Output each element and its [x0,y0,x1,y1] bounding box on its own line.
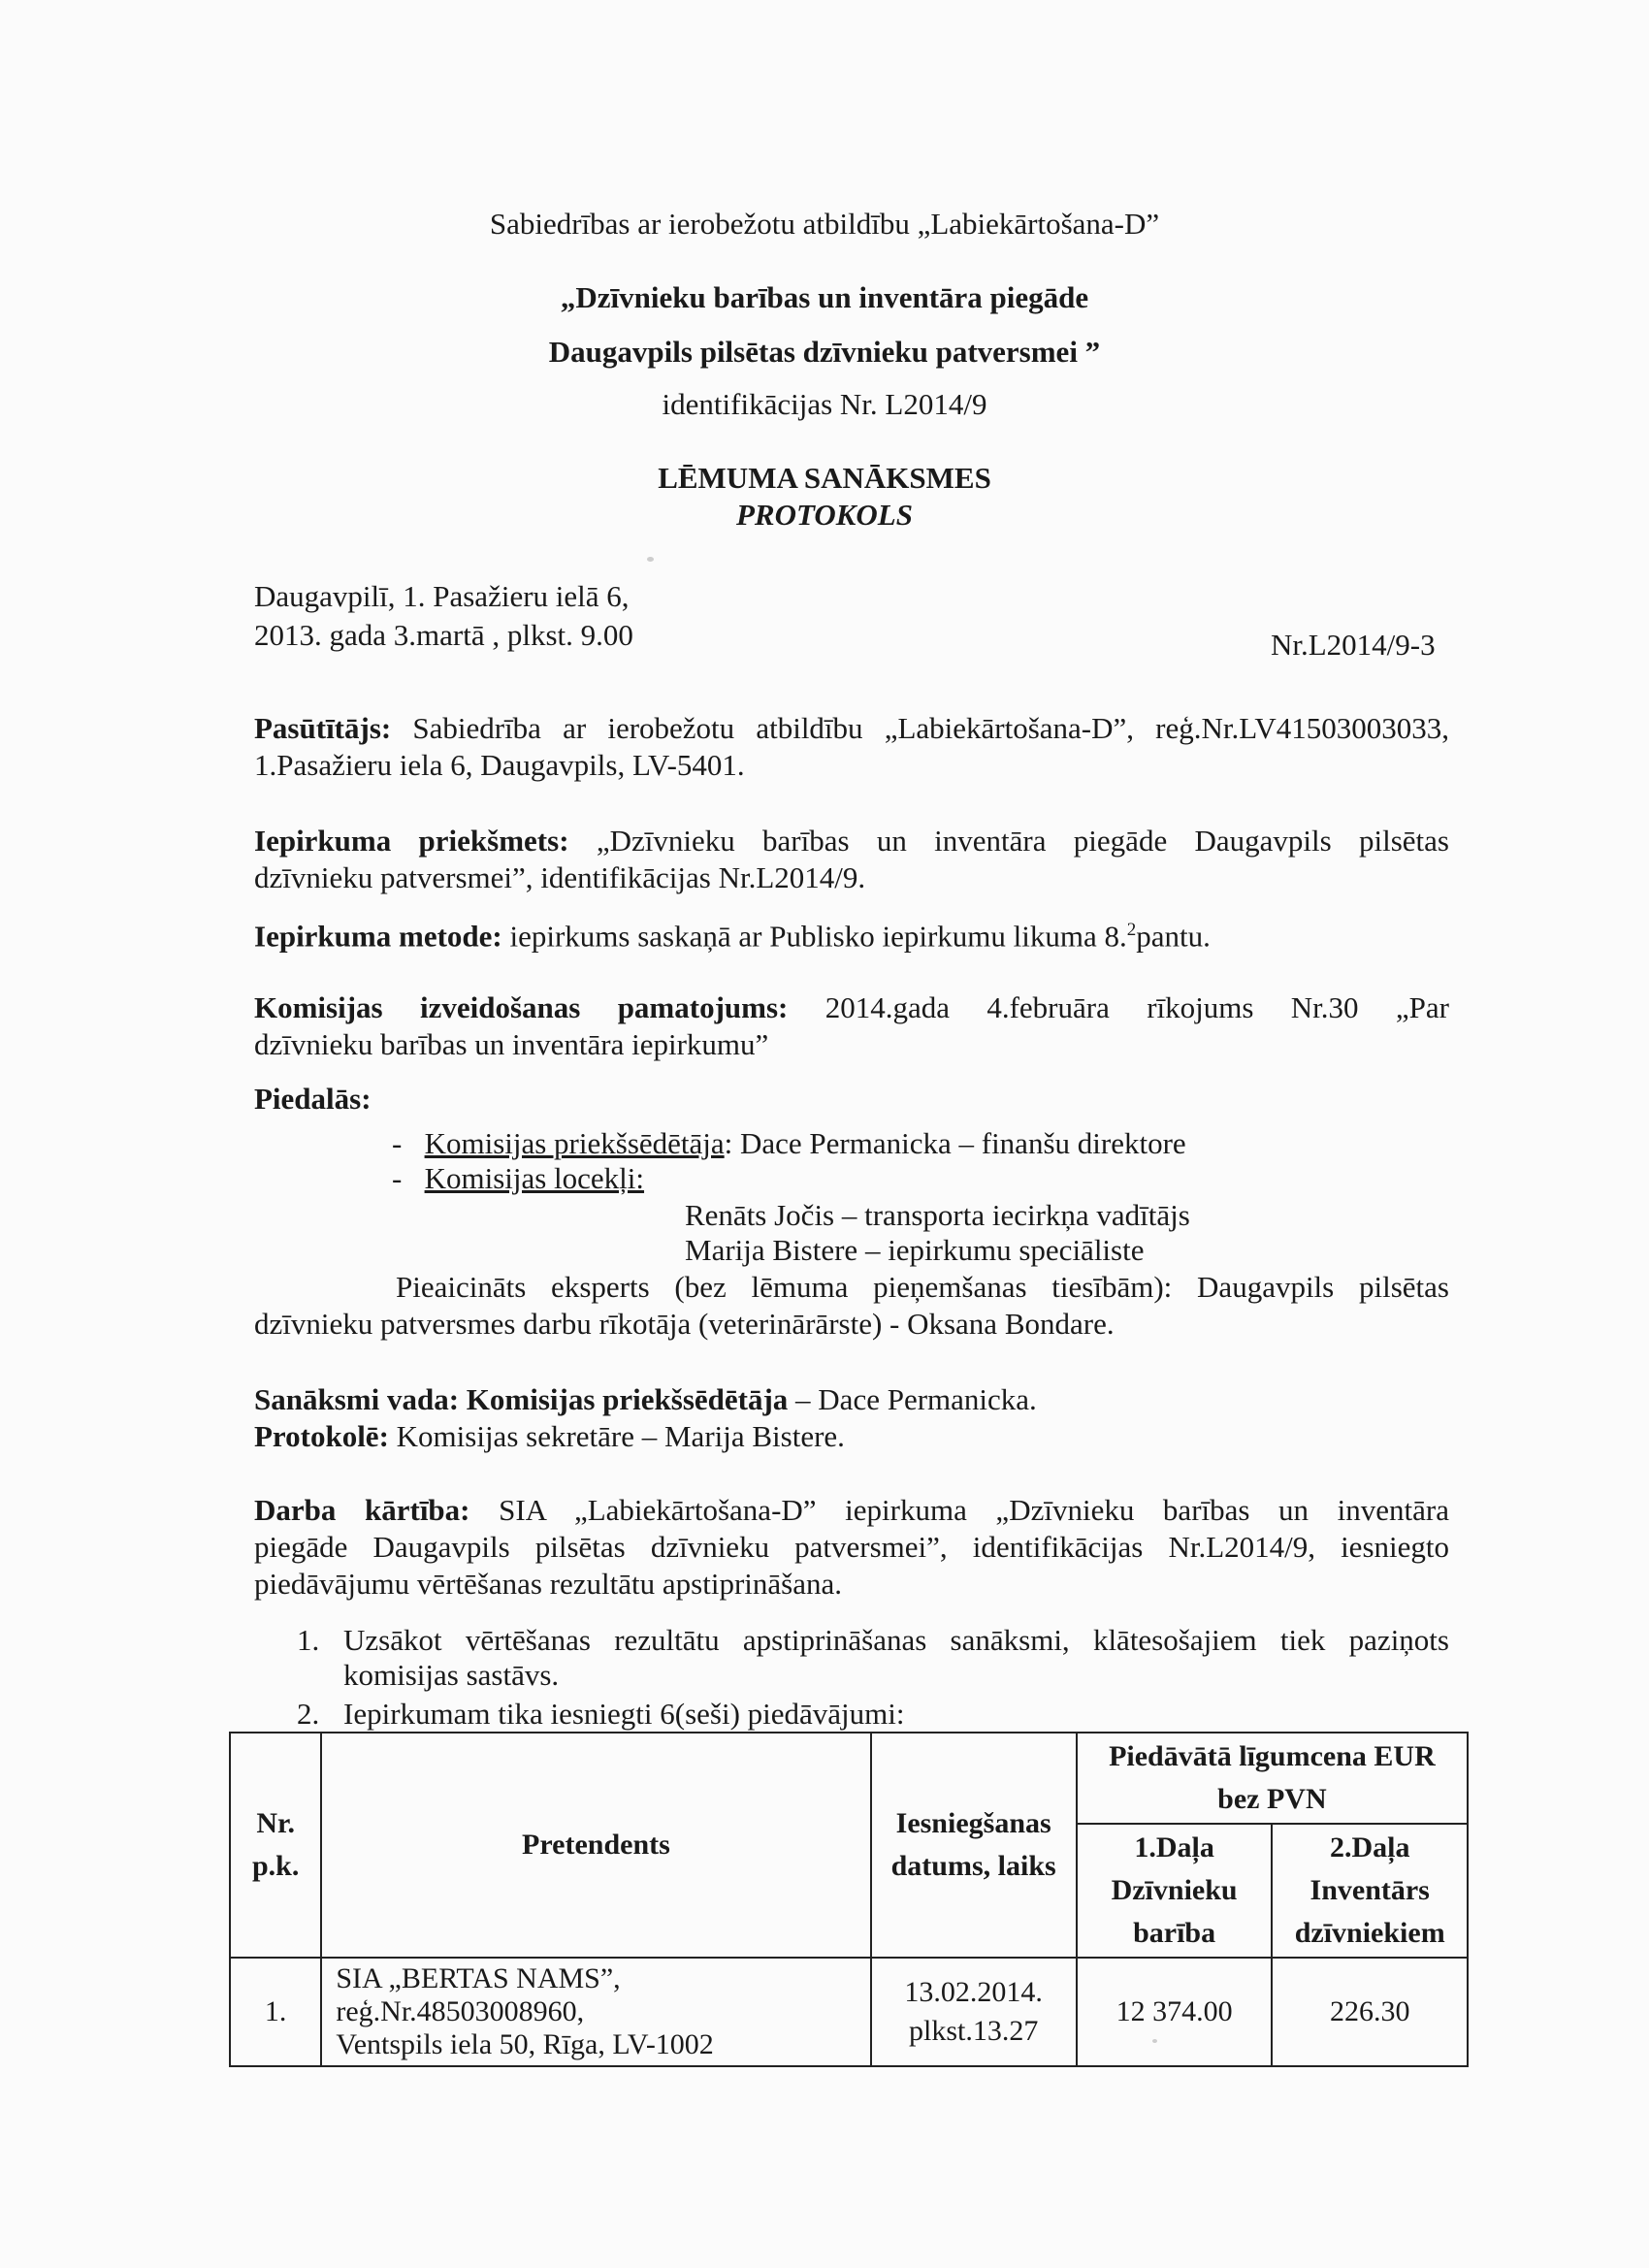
chair-dash: - [392,1126,425,1160]
procurement-title-line1: „Dzīvnieku barības un inventāra piegāde [560,280,1089,314]
client-label: Pasūtītājs: [254,711,392,745]
client-address: 1.Pasažieru iela 6, Daugavpils, LV-5401. [254,748,745,782]
cell-part2: 226.30 [1272,1958,1468,2066]
scan-smudge [647,557,654,562]
protocol-keeper-label: Protokolē: [254,1419,389,1453]
subject-line2: dzīvnieku patversmei”, identifikācijas Nr.L2014/9. [254,860,866,894]
item-number: 2. [297,1697,320,1731]
identification-line: identifikācijas Nr. L2014/9 [662,387,987,421]
basis-line2: dzīvnieku barības un inventāra iepirkumu” [254,1027,769,1061]
place-line: Daugavpilī, 1. Pasažieru ielā 6, [254,579,630,613]
basis-label: Komisijas izveidošanas pamatojums: [254,990,789,1024]
table-row [230,1958,1468,2066]
cell-date [871,1958,1077,2066]
agenda-text: SIA „Labiekārtošana-D” iepirkuma „Dzīvnieku barības un inventāra [469,1493,1449,1527]
protocol-number: Nr.L2014/9-3 [1271,628,1436,662]
header-pretendents: Pretendents [321,1733,870,1958]
chair-name: : Dace Permanicka – finanšu direktore [724,1126,1186,1160]
members-role: Komisijas locekļi: [424,1161,645,1195]
header-date: Iesniegšanas datums, laiks [871,1733,1077,1958]
agenda-line2: piegāde Daugavpils pilsētas dzīvnieku patversmei”, identifikācijas Nr.L2014/9, iesniegto [254,1530,1449,1564]
protocol-keeper-line [254,1418,845,1455]
chair-role: Komisijas priekšsēdētāja [424,1126,725,1160]
basis-line1 [254,989,1449,1026]
members-dash: - [392,1161,425,1195]
submission-date: 13.02.2014. [904,1976,1043,2008]
submission-time: plkst.13.27 [908,2015,1039,2047]
subject-paragraph [254,823,1449,896]
chair-line [392,1125,1186,1162]
agenda-label: Darba kārtība: [254,1493,470,1527]
method-text: iepirkums saskaņā ar Publisko iepirkumu likuma 8. [501,919,1127,954]
lead-label: Sanāksmi vada: Komisijas priekšsēdētāja [254,1382,789,1416]
cell-nr: 1. [230,1958,321,2066]
header-price: Piedāvātā līgumcena EUR bez PVN [1077,1733,1468,1824]
header-nr: Nr. p.k. [230,1733,321,1958]
org-line: Sabiedrības ar ierobežotu atbildību „Labiekārtošana-D” [489,207,1160,241]
members-line [392,1160,644,1197]
lead-name: – Dace Permanicka. [788,1382,1037,1416]
header-part1: 1.Daļa Dzīvnieku barība [1077,1824,1273,1958]
date-line: 2013. gada 3.martā , plkst. 9.00 [254,618,633,652]
chair-lead-line [254,1381,1037,1418]
client-line1 [254,710,1449,747]
document-title: LĒMUMA SANĀKSMES [658,461,991,495]
document-subtitle: PROTOKOLS [735,498,913,532]
procurement-title-line2: Daugavpils pilsētas dzīvnieku patversmei ” [548,335,1101,369]
subject-line1 [254,823,1449,859]
expert-paragraph [254,1269,1449,1343]
header-part2: 2.Daļa Inventārs dzīvniekiem [1272,1824,1468,1958]
client-paragraph [254,710,1449,784]
attendance-label: Piedalās: [254,1082,372,1116]
cell-pretendent [321,1958,870,2066]
item-text: Iepirkumam tika iesniegti 6(seši) piedāvājumi: [343,1697,905,1731]
subject-label: Iepirkuma priekšmets: [254,824,569,858]
item-number: 1. [297,1623,320,1657]
member-1: Renāts Jočis – transporta iecirkņa vadītājs [685,1198,1190,1232]
table-header-row [230,1733,1468,1824]
bids-table [229,1732,1469,2067]
protocol-keeper-name: Komisijas sekretāre – Marija Bistere. [388,1419,845,1453]
agenda-line3: piedāvājumu vērtēšanas rezultātu apstiprināšana. [254,1567,842,1601]
expert-line2: dzīvnieku patversmes darbu rīkotāja (veterinārārste) - Oksana Bondare. [254,1307,1115,1341]
cell-part1: 12 374.00 [1077,1958,1273,2066]
method-label: Iepirkuma metode: [254,919,502,954]
method-tail: pantu. [1136,919,1211,954]
agenda-line1 [254,1492,1449,1529]
member-2: Marija Bistere – iepirkumu speciāliste [685,1233,1145,1267]
pretendent-reg: reģ.Nr.48503008960, [336,1995,585,2027]
basis-paragraph [254,989,1449,1063]
subject-text: „Dzīvnieku barības un inventāra piegāde Daugavpils pilsētas [568,824,1449,858]
item-text-cont: komisijas sastāvs. [343,1658,560,1692]
basis-text: 2014.gada 4.februāra rīkojums Nr.30 „Par [788,990,1449,1024]
method-line [254,912,1211,955]
client-text: Sabiedrība ar ierobežotu atbildību „Labiekārtošana-D”, reģ.Nr.LV41503003033, [391,711,1449,745]
agenda-paragraph [254,1492,1449,1603]
pretendent-address: Ventspils iela 50, Rīga, LV-1002 [336,2028,714,2060]
scan-smudge [1152,2039,1157,2043]
pretendent-name: SIA „BERTAS NAMS”, [336,1962,621,1994]
method-sup: 2 [1126,920,1137,940]
expert-line1: Pieaicināts eksperts (bez lēmuma pieņemšanas tiesībām): Daugavpils pilsētas [396,1270,1449,1304]
item-text: Uzsākot vērtēšanas rezultātu apstiprināšanas sanāksmi, klātesošajiem tiek paziņots [343,1623,1449,1657]
